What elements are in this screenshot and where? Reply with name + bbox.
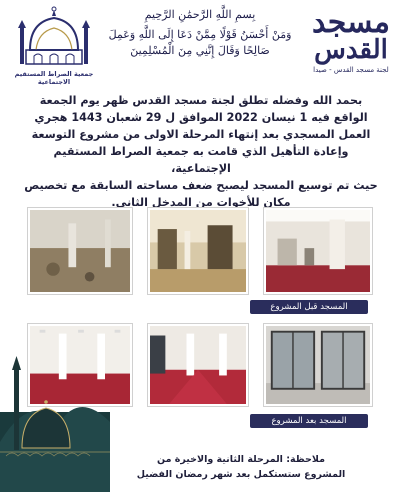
note-text [96, 452, 386, 482]
announcement-text [22, 92, 380, 211]
decorative-mosque-silhouette [0, 352, 110, 492]
after-photo [148, 324, 248, 406]
header [0, 0, 400, 92]
association-logo [8, 6, 100, 86]
logo-word-masjid: مسجد [312, 5, 390, 40]
mosque-committee-logo [308, 5, 394, 88]
after-project-label: المسجد بعد المشروع [250, 414, 368, 428]
verse-line-1: وَمَنْ أَحْسَنُ قَوْلًا مِمَّنْ دَعَا إِلَى اللَّهِ وَعَمِلَ [108, 28, 292, 41]
verse-line-2: صَالِحًا وَقَالَ إِنَّنِي مِنَ الْمُسْلِمِينَ [130, 44, 270, 57]
before-photo [264, 208, 372, 294]
note-line: ملاحظة: المرحلة الثانية والاخيرة من [157, 454, 325, 465]
after-photo [264, 324, 372, 406]
bismillah-text: بِسمِ اللَّهِ الرَّحمَٰنِ الرَّحِيمِ [144, 8, 256, 21]
note-line: المشروع ستستكمل بعد شهر رمضان الفضيل [136, 469, 346, 480]
before-project-label: المسجد قبل المشروع [250, 300, 368, 314]
before-photo [28, 208, 132, 294]
association-logo-caption: جمعية الصراط المستقيم الاجتماعية [14, 70, 94, 86]
before-photo [148, 208, 248, 294]
logo-word-alquds: القدس [314, 35, 388, 65]
announcement-line: مكان للأخوات من المدخل الثاني. [111, 196, 291, 209]
mosque-committee-caption: لجنة مسجد القدس - صيدا [313, 66, 389, 74]
announcement-line: وإعادة التأهيل الذي قامت به جمعية الصراط المستقيم الإجتماعية، [53, 145, 349, 175]
before-photo-row [28, 208, 372, 294]
quran-verse [100, 8, 300, 59]
announcement-line: العمل المسجدي بعد إنتهاء المرحلة الاولى من مشروع التوسعة [31, 128, 371, 141]
announcement-line: حيث تم توسيع المسجد ليصبح ضعف مساحته السابقة مع تخصيص [24, 179, 378, 192]
mosque-silhouette-icon [0, 352, 110, 492]
announcement-line: بحمد الله وفضله تطلق لجنة مسجد القدس ظهر يوم الجمعة [39, 94, 363, 107]
announcement-line: الواقع فيه 1 نيسان 2022 الموافق ل 29 شعبان 1443 هجري [34, 111, 368, 124]
